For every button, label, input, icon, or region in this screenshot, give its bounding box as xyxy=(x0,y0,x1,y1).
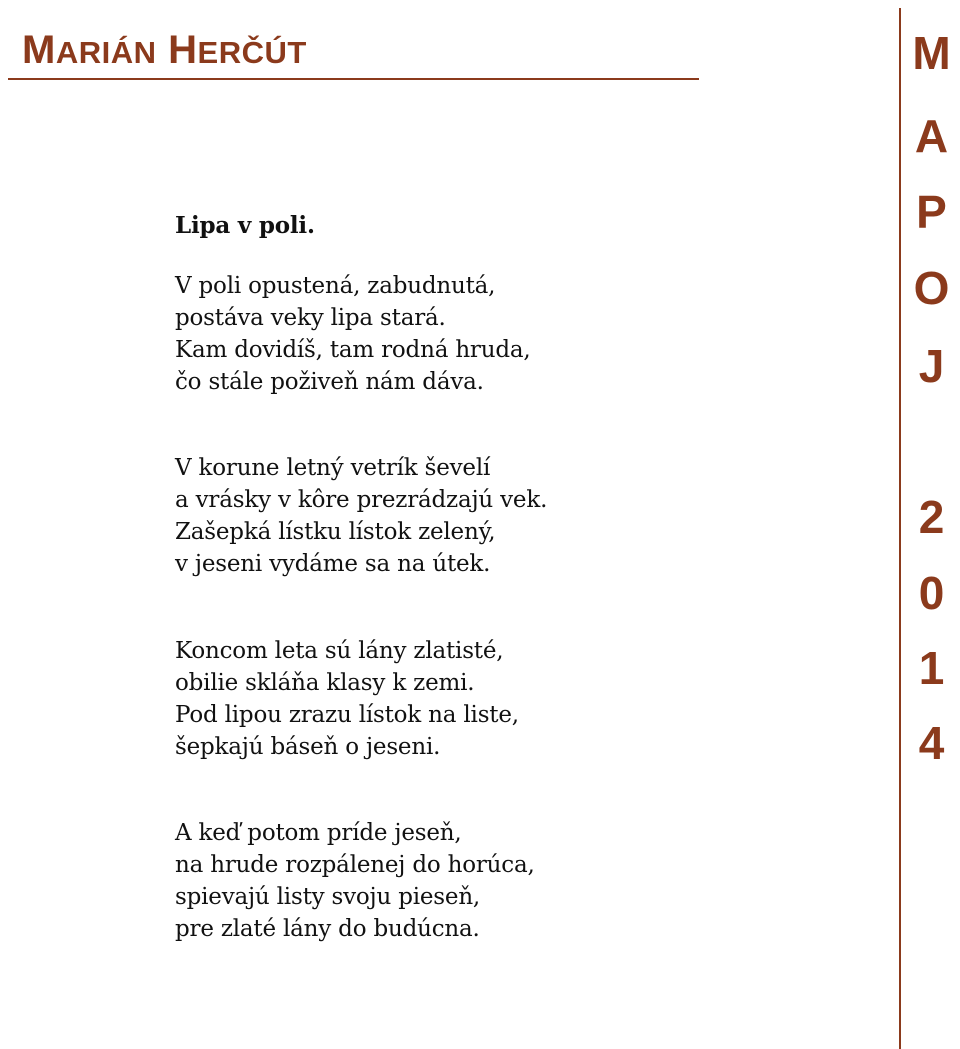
side-divider xyxy=(899,8,901,1049)
side-label-char: 2 xyxy=(918,491,945,543)
poem-stanza: Koncom leta sú lány zlatisté, obilie skláňa klasy k zemi. Pod lipou zrazu lístok na liste, šepkajú báseň o jeseni. xyxy=(175,638,519,760)
side-label-char: 4 xyxy=(918,717,945,769)
side-label-char: A xyxy=(914,110,949,162)
side-label-char: M xyxy=(912,27,951,79)
side-label-char: 0 xyxy=(918,567,945,619)
author-first-initial: M xyxy=(22,28,56,72)
author-last-rest: ERČÚT xyxy=(197,35,307,70)
poem-stanza: V poli opustená, zabudnutá, postáva veky lipa stará. Kam dovidíš, tam rodná hruda, čo stále poživeň nám dáva. xyxy=(175,273,531,395)
header-rule xyxy=(8,78,699,80)
poem-stanza: A keď potom príde jeseň, na hrude rozpálenej do horúca, spievajú listy svoju pieseň, pre zlaté lány do budúcna. xyxy=(175,820,535,942)
author-first-rest: ARIÁN xyxy=(55,35,157,70)
side-label-char: 1 xyxy=(918,642,945,694)
author-name xyxy=(22,30,307,70)
side-label-char: O xyxy=(913,262,950,314)
author-last-initial: H xyxy=(168,28,198,72)
poem-title: Lipa v poli. xyxy=(175,212,315,239)
poem-stanza: V korune letný vetrík ševelí a vrásky v kôre prezrádzajú vek. Zašepká lístku lístok zelený, v jeseni vydáme sa na útek. xyxy=(175,455,548,577)
side-label-char: P xyxy=(916,186,947,238)
side-label-char: J xyxy=(918,340,945,392)
